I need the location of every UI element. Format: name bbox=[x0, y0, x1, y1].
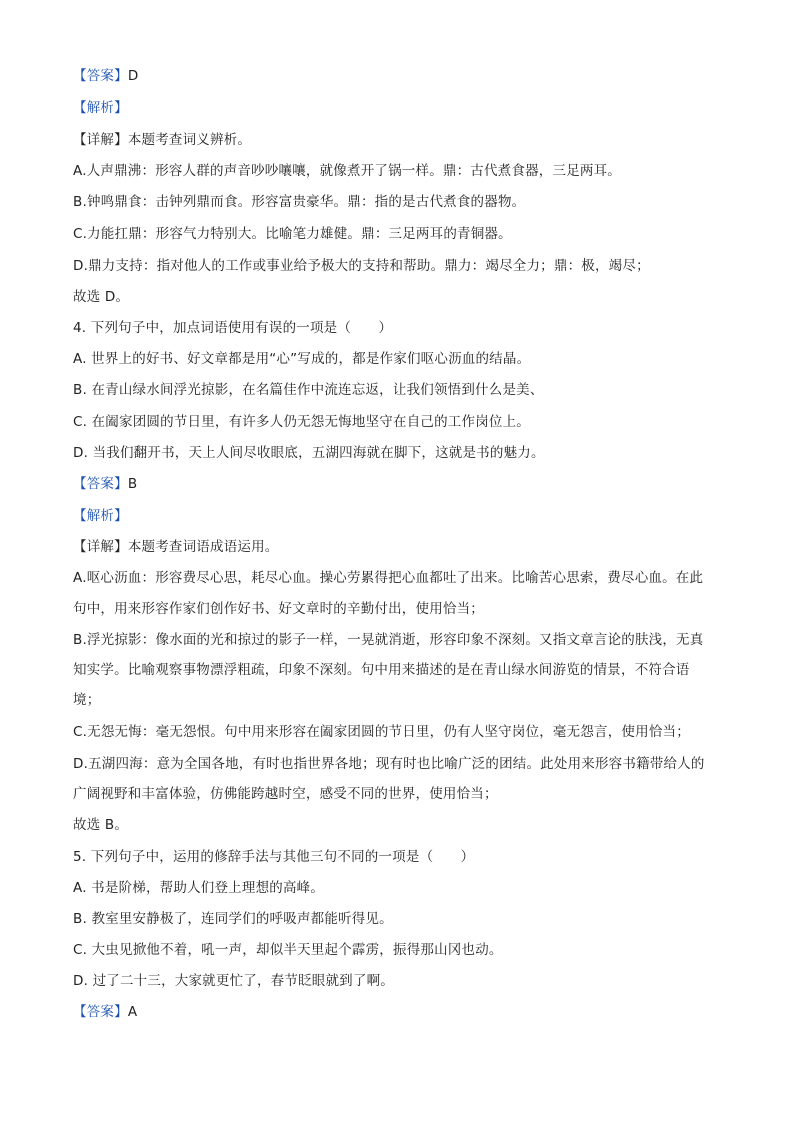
detail-tag: 【详解】 bbox=[73, 539, 128, 555]
q4-option-d: D. 当我们翻开书，天上人间尽收眼底，五湖四海就在脚下，这就是书的魅力。 bbox=[73, 445, 545, 461]
q3-answer-value: D bbox=[127, 68, 139, 84]
q4-explanation-line: C.无怨无悔：毫无怨恨。句中用来形容在阖家团圆的节日里，仍有人坚守岗位，毫无怨言，使用恰当； bbox=[73, 724, 690, 740]
q3-answer-line bbox=[73, 66, 138, 86]
q5-answer-line bbox=[73, 1002, 137, 1022]
q4-option-b: B. 在青山绿水间浮光掠影，在名篇佳作中流连忘返，让我们领悟到什么是美、 bbox=[73, 382, 544, 398]
answer-tag: 【答案】 bbox=[73, 68, 128, 84]
analysis-tag: 【解析】 bbox=[73, 508, 128, 524]
q4-answer-line bbox=[73, 474, 137, 494]
q4-explanation-line: A.呕心沥血：形容费尽心思，耗尽心血。操心劳累得把心血都吐了出来。比喻苦心思索，费尽心血。在此 bbox=[73, 570, 704, 586]
analysis-tag: 【解析】 bbox=[73, 100, 128, 116]
q3-explanation-d: D.鼎力支持：指对他人的工作或事业给予极大的支持和帮助。鼎力：竭尽全力；鼎：极，竭尽； bbox=[73, 258, 650, 274]
q4-analysis-line bbox=[73, 506, 128, 526]
q4-option-a: A. 世界上的好书、好文章都是用“心”写成的，都是作家们呕心沥血的结晶。 bbox=[73, 351, 531, 367]
q3-explanation-b: B.钟鸣鼎食：击钟列鼎而食。形容富贵豪华。鼎：指的是古代煮食的器物。 bbox=[73, 194, 526, 210]
q4-explanation-line: D.五湖四海：意为全国各地，有时也指世界各地；现有时也比喻广泛的团结。此处用来形容书籍带给人的 bbox=[73, 756, 705, 772]
q5-stem: 5. 下列句子中，运用的修辞手法与其他三句不同的一项是（ ） bbox=[73, 849, 475, 865]
q5-option-a: A. 书是阶梯，帮助人们登上理想的高峰。 bbox=[73, 880, 325, 896]
q4-stem: 4. 下列句子中，加点词语使用有误的一项是（ ） bbox=[73, 320, 393, 336]
q3-detail-line bbox=[73, 130, 251, 150]
q4-explanation-line: B.浮光掠影：像水面的光和掠过的影子一样，一晃就消逝，形容印象不深刻。又指文章言论的肤浅，无真 bbox=[73, 632, 704, 648]
answer-tag: 【答案】 bbox=[73, 476, 128, 492]
q4-detail-line bbox=[73, 537, 279, 557]
q5-option-c: C. 大虫见掀他不着，吼一声，却似半天里起个霹雳，振得那山冈也动。 bbox=[73, 942, 503, 958]
q5-option-d: D. 过了二十三，大家就更忙了，春节眨眼就到了啊。 bbox=[73, 973, 394, 989]
answer-tag: 【答案】 bbox=[73, 1004, 128, 1020]
q3-explanation-c: C.力能扛鼎：形容气力特别大。比喻笔力雄健。鼎：三足两耳的青铜器。 bbox=[73, 226, 512, 242]
q3-conclusion: 故选 D。 bbox=[73, 289, 130, 305]
q4-conclusion: 故选 B。 bbox=[73, 817, 129, 833]
q4-explanation-line: 句中，用来形容作家们创作好书、好文章时的辛勤付出，使用恰当； bbox=[73, 601, 484, 617]
q5-answer-value: A bbox=[127, 1004, 138, 1020]
q4-option-c: C. 在阖家团圆的节日里，有许多人仍无怨无悔地坚守在自己的工作岗位上。 bbox=[73, 414, 531, 430]
q4-explanation-line: 广阔视野和丰富体验，仿佛能跨越时空，感受不同的世界，使用恰当； bbox=[73, 786, 498, 802]
q4-answer-value: B bbox=[127, 476, 138, 492]
q3-explanation-a: A.人声鼎沸：形容人群的声音吵吵嚷嚷，就像煮开了锅一样。鼎：古代煮食器，三足两耳。 bbox=[73, 163, 621, 179]
q5-option-b: B. 教室里安静极了，连同学们的呼吸声都能听得见。 bbox=[73, 911, 393, 927]
q3-detail-text: 本题考查词义辨析。 bbox=[127, 132, 252, 148]
q4-explanation-line: 境； bbox=[73, 692, 101, 708]
q4-explanation-line: 知实学。比喻观察事物漂浮粗疏，印象不深刻。句中用来描述的是在青山绿水间游览的情景，不符合语 bbox=[73, 662, 690, 678]
q3-analysis-line bbox=[73, 98, 128, 118]
q4-detail-text: 本题考查词语成语运用。 bbox=[127, 539, 279, 555]
detail-tag: 【详解】 bbox=[73, 132, 128, 148]
